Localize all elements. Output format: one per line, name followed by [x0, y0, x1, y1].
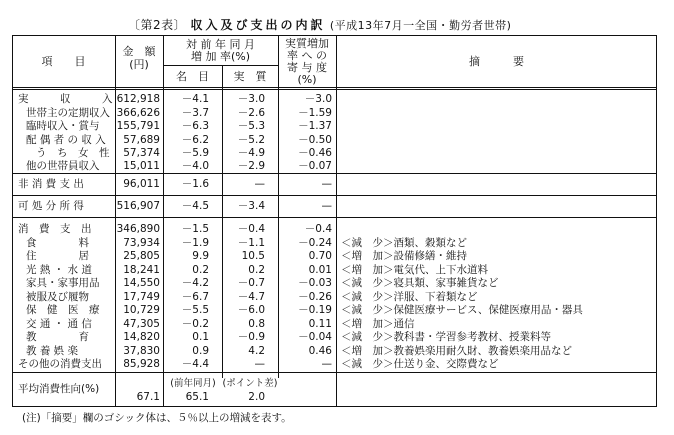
income-contrib: －0.46: [298, 147, 332, 159]
rule-after-consumption: [12, 372, 657, 373]
propensity-diff-label: (ポイント差): [222, 378, 278, 389]
consumption-label: 食 料: [26, 236, 89, 249]
income-contrib: －0.50: [298, 133, 332, 146]
consumption-contrib: －0.24: [298, 236, 332, 249]
consumption-amount: 37,830: [123, 344, 160, 357]
income-contrib: －1.59: [298, 106, 332, 119]
non-consumption-label: 非 消 費 支 出: [18, 178, 84, 190]
consumption-summary: ＜増 加＞教養娯楽用耐久財、教養娯楽用品など: [341, 344, 572, 357]
header-real: 実 質: [233, 70, 267, 83]
header-yoy-line2: 増 加 率(%): [190, 50, 251, 63]
income-real: －5.2: [237, 133, 265, 146]
header-subdivider: [163, 65, 278, 66]
consumption-amount: 25,805: [123, 250, 160, 262]
header-contrib-4: (%): [297, 73, 317, 86]
consumption-nominal: 0.9: [192, 344, 209, 357]
consumption-label: 教 育: [26, 331, 89, 343]
header-yoy-line1: 対 前 年 同 月: [186, 38, 255, 51]
consumption-label: 被服及び履物: [26, 290, 89, 303]
disposable-label: 可 処 分 所 得: [18, 200, 84, 212]
propensity-prev-label: (前年同月): [170, 378, 216, 389]
consumption-real: －1.1: [237, 236, 265, 249]
income-label: 他の世帯員収入: [26, 160, 100, 172]
consumption-real: 0.2: [248, 263, 265, 276]
consumption-label: 教 養 娯 楽: [26, 344, 79, 357]
income-nominal: －3.7: [181, 106, 209, 119]
income-label: 世帯主の定期収入: [26, 106, 110, 119]
consumption-nominal: －1.5: [181, 223, 209, 235]
consumption-nominal: －4.4: [181, 358, 209, 370]
consumption-summary: ＜増 加＞電気代、上下水道料: [341, 263, 488, 276]
income-real: －4.9: [237, 147, 265, 159]
non-consumption-nominal: －1.6: [181, 178, 209, 190]
header-nominal: 名 目: [176, 70, 209, 83]
consumption-amount: 10,729: [123, 304, 160, 316]
income-contrib: －0.07: [298, 160, 332, 172]
header-contrib-3: 寄 与 度: [287, 61, 327, 74]
income-label: 臨時収入・賞与: [26, 120, 100, 132]
consumption-amount: 47,305: [123, 317, 160, 330]
header-amount: 金 額: [122, 45, 156, 58]
consumption-nominal: 0.2: [192, 263, 209, 276]
consumption-nominal: －6.7: [181, 290, 209, 303]
consumption-nominal: －5.5: [181, 304, 209, 316]
non-consumption-real: —: [254, 178, 265, 190]
income-amount: 15,011: [123, 160, 160, 172]
consumption-nominal: 0.1: [192, 331, 209, 343]
consumption-real: －4.7: [237, 290, 265, 303]
consumption-real: 4.2: [248, 344, 265, 357]
income-contrib: －3.0: [304, 93, 332, 105]
consumption-summary: ＜増 加＞通信: [341, 317, 415, 330]
income-real: －5.3: [237, 120, 265, 132]
non-consumption-amount: 96,011: [123, 178, 160, 190]
header-summary: 摘 要: [469, 55, 524, 68]
disposable-real: －3.4: [237, 200, 265, 212]
consumption-label: 消 費 支 出: [18, 223, 92, 235]
income-label: う ち 女 性: [36, 147, 110, 159]
propensity-label: 平均消費性向(%): [18, 383, 100, 395]
consumption-contrib: 0.70: [308, 250, 332, 262]
income-contrib: －1.37: [298, 120, 332, 132]
income-label: 配 偶 者 の 収 入: [26, 133, 106, 146]
consumption-real: －0.7: [237, 277, 265, 289]
consumption-contrib: 0.11: [308, 317, 332, 330]
income-amount: 366,626: [116, 106, 160, 119]
consumption-label: 光 熱 ・ 水 道: [26, 263, 92, 276]
consumption-summary: ＜減 少＞酒類、穀類など: [341, 236, 467, 249]
consumption-summary: ＜減 少＞保健医療サービス、保健医療用品・器具: [341, 304, 583, 316]
consumption-real: 10.5: [241, 250, 265, 262]
consumption-amount: 346,890: [116, 223, 160, 235]
consumption-nominal: 9.9: [192, 250, 209, 262]
consumption-amount: 17,749: [123, 290, 160, 303]
consumption-real: —: [254, 358, 265, 370]
consumption-label: 保 健 医 療: [26, 304, 100, 316]
header-contrib-1: 実質増加: [285, 37, 329, 50]
propensity-diff-value: 2.0: [248, 391, 265, 403]
consumption-summary: ＜増 加＞設備修繕・維持: [341, 250, 467, 262]
consumption-contrib: 0.01: [308, 263, 332, 276]
income-amount: 155,791: [116, 120, 160, 132]
table-number: 〔第2表〕: [128, 18, 187, 32]
income-amount: 612,918: [116, 93, 160, 105]
income-nominal: －6.2: [181, 133, 209, 146]
header-contrib-2: 率 へ の: [287, 49, 327, 62]
header-bottom-rule: [12, 87, 657, 90]
consumption-contrib: －0.26: [298, 290, 332, 303]
propensity-value: 67.1: [136, 391, 160, 403]
consumption-contrib: 0.46: [308, 344, 332, 357]
income-nominal: －4.0: [181, 160, 209, 172]
consumption-nominal: －4.2: [181, 277, 209, 289]
footnote: (注)「摘要」欄のゴシック体は、５％以上の増減を表す。: [22, 412, 292, 424]
income-label: 実 収 入: [18, 93, 113, 105]
consumption-summary: ＜減 少＞仕送り金、交際費など: [341, 358, 499, 370]
consumption-real: 0.8: [248, 317, 265, 330]
income-real: －3.0: [237, 93, 265, 105]
disposable-nominal: －4.5: [181, 200, 209, 212]
income-real: －2.9: [237, 160, 265, 172]
income-real: －2.6: [237, 106, 265, 119]
rule-after-disposable: [12, 217, 657, 218]
income-amount: 57,689: [123, 133, 160, 146]
table-title: [128, 16, 511, 33]
table-main-title: 収入及び支出の内訳: [190, 18, 326, 32]
consumption-contrib: —: [321, 358, 332, 370]
col-divider-contrib: [336, 35, 337, 407]
header-item: 項 目: [41, 55, 86, 68]
consumption-label: 家具・家事用品: [26, 277, 100, 289]
consumption-nominal: －0.2: [181, 317, 209, 330]
consumption-real: －6.0: [237, 304, 265, 316]
consumption-amount: 14,820: [123, 331, 160, 343]
consumption-real: －0.4: [237, 223, 265, 235]
income-nominal: －4.1: [181, 93, 209, 105]
consumption-label: その他の消費支出: [18, 358, 102, 370]
consumption-summary: ＜減 少＞教科書・学習参考教材、授業料等: [341, 331, 551, 343]
consumption-amount: 85,928: [123, 358, 160, 370]
consumption-label: 交 通 ・ 通 信: [26, 317, 92, 330]
consumption-nominal: －1.9: [181, 236, 209, 249]
consumption-contrib: －0.4: [304, 223, 332, 235]
income-amount: 57,374: [123, 147, 160, 159]
consumption-amount: 18,241: [123, 263, 160, 276]
consumption-contrib: －0.03: [298, 277, 332, 289]
disposable-amount: 516,907: [116, 200, 160, 212]
header-amount-unit: (円): [129, 58, 149, 71]
consumption-label: 住 居: [26, 250, 89, 262]
non-consumption-contrib: —: [321, 178, 332, 190]
consumption-amount: 14,550: [123, 277, 160, 289]
consumption-amount: 73,934: [123, 236, 160, 249]
consumption-summary: ＜減 少＞寝具類、家事雑貨など: [341, 277, 499, 289]
consumption-contrib: －0.19: [298, 304, 332, 316]
income-nominal: －6.3: [181, 120, 209, 132]
income-nominal: －5.9: [181, 147, 209, 159]
table-subtitle: (平成13年7月一全国・勤労者世帯): [329, 19, 512, 32]
consumption-real: －0.9: [237, 331, 265, 343]
propensity-prev-value: 65.1: [185, 391, 209, 403]
consumption-summary: ＜減 少＞洋服、下着類など: [341, 290, 478, 303]
consumption-contrib: －0.04: [298, 331, 332, 343]
rule-after-nonconsumption: [12, 195, 657, 196]
disposable-contrib: —: [321, 200, 332, 212]
